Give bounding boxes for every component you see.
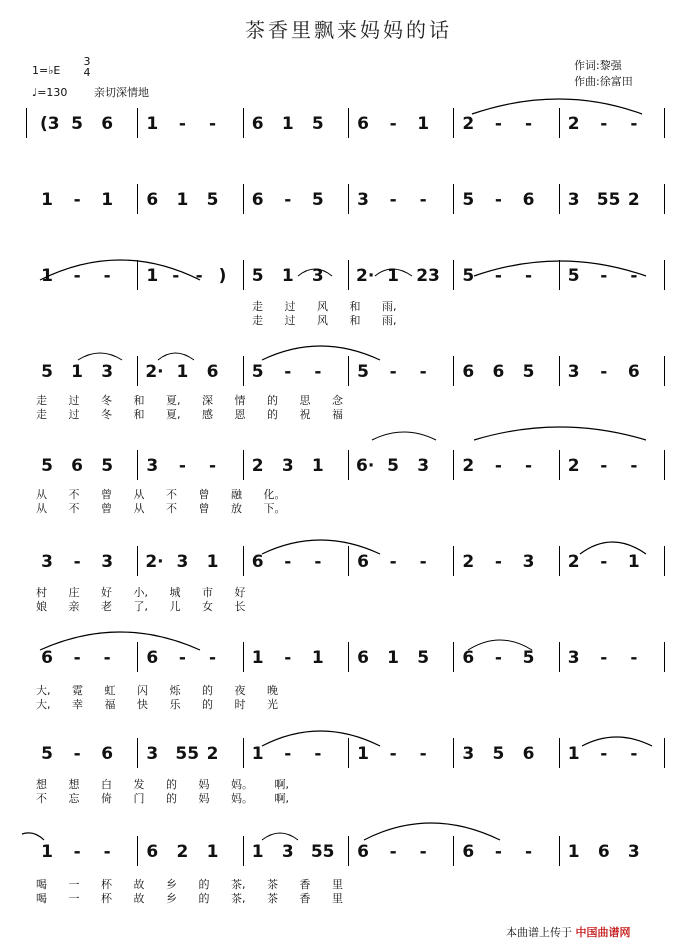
note: - <box>419 362 427 382</box>
note: 6 <box>522 744 535 764</box>
note: 5 <box>101 456 114 476</box>
lyric-line: 走 过 冬 和 夏, 深 情 的 思 念 <box>36 394 343 407</box>
note: 3 <box>567 648 580 668</box>
note: 6 <box>462 362 475 382</box>
note: 1 <box>41 190 53 210</box>
note: 5 <box>387 456 400 476</box>
note: 5 <box>567 266 580 286</box>
note: - <box>494 842 502 862</box>
barline <box>664 356 665 386</box>
barline <box>559 184 560 214</box>
barline <box>243 738 244 768</box>
note: 6 <box>146 190 159 210</box>
note: - <box>103 842 111 862</box>
barline <box>348 184 349 214</box>
note: - <box>389 190 397 210</box>
note: - <box>419 744 427 764</box>
barline <box>137 836 138 866</box>
lyric-line: 走 过 冬 和 夏, 感 恩 的 祝 福 <box>36 408 343 421</box>
time-bottom: 4 <box>83 66 91 79</box>
lyric-line: 大, 霓 虹 闪 烁 的 夜 晚 <box>36 684 278 697</box>
note: - <box>73 266 81 286</box>
note: - <box>494 552 502 572</box>
note: 23 <box>416 266 440 286</box>
note: - <box>389 842 397 862</box>
lyric-line: 从 不 曾 从 不 曾 放 下。 <box>36 502 286 515</box>
note: - <box>524 114 533 134</box>
barline <box>453 738 454 768</box>
note: 1 <box>387 648 400 668</box>
footer <box>506 924 631 940</box>
note: - <box>524 842 533 862</box>
lyric-line: 从 不 曾 从 不 曾 融 化。 <box>36 488 286 501</box>
note: 5 <box>417 648 430 668</box>
key-label: 1=♭E <box>32 64 61 77</box>
note: - <box>630 114 638 134</box>
note: 6 <box>462 648 475 668</box>
slur <box>78 353 122 360</box>
note: 1 <box>251 744 264 764</box>
lyric-line: 走 过 风 和 雨, <box>252 300 397 313</box>
note: - <box>600 552 608 572</box>
note: - <box>178 648 186 668</box>
note: 2 <box>251 456 264 476</box>
note: 55 <box>596 190 621 210</box>
note: - <box>178 114 186 134</box>
note: - <box>284 552 292 572</box>
note: 6 <box>357 552 369 572</box>
note: 1 <box>41 842 53 862</box>
note: - <box>419 190 427 210</box>
slur <box>262 833 298 840</box>
barline <box>559 738 560 768</box>
note: 1 <box>71 362 84 382</box>
note: 6 <box>357 648 369 668</box>
barline <box>664 738 665 768</box>
note: 5 <box>492 744 505 764</box>
barline <box>453 260 454 290</box>
lyric-line: 娘 亲 老 了, 儿 女 长 <box>36 600 246 613</box>
note: (3 <box>40 114 60 134</box>
note: 2 <box>567 456 580 476</box>
barline <box>559 450 560 480</box>
barline <box>243 450 244 480</box>
slur <box>372 432 436 440</box>
note: 1 <box>567 842 580 862</box>
slur <box>262 346 380 360</box>
note: 55 <box>175 744 200 764</box>
note: - <box>600 362 608 382</box>
note: - <box>419 552 427 572</box>
barline <box>243 184 244 214</box>
note: 6 <box>71 456 84 476</box>
barline <box>348 356 349 386</box>
note: 3 <box>417 456 430 476</box>
note: - <box>172 266 180 286</box>
note: 1 <box>176 190 189 210</box>
note: 1 <box>146 114 159 134</box>
note: - <box>630 456 638 476</box>
barline <box>453 546 454 576</box>
note: - <box>419 842 427 862</box>
barline <box>664 108 665 138</box>
note: - <box>314 552 322 572</box>
note: - <box>314 362 322 382</box>
note: - <box>630 266 638 286</box>
site-logo[interactable]: 中国曲谱网 <box>575 926 631 939</box>
barline <box>26 108 27 138</box>
slur <box>474 427 646 440</box>
note: - <box>178 456 186 476</box>
note: - <box>389 744 397 764</box>
note: 5 <box>41 362 53 382</box>
note: 2 <box>627 190 640 210</box>
barline <box>559 642 560 672</box>
note: 6 <box>146 842 159 862</box>
note: - <box>524 456 533 476</box>
barline <box>559 356 560 386</box>
note: 2 <box>462 552 475 572</box>
note: 5 <box>522 648 535 668</box>
note: 5 <box>462 266 475 286</box>
barline <box>453 184 454 214</box>
barline <box>348 260 349 290</box>
note: - <box>208 648 217 668</box>
note: 5 <box>357 362 369 382</box>
note: 2 <box>462 456 475 476</box>
note: - <box>600 456 608 476</box>
note: 5 <box>41 456 53 476</box>
note: 2 <box>206 744 219 764</box>
note: 5 <box>41 744 53 764</box>
lyric-line: 不 忘 倚 门 的 妈 妈。 啊, <box>36 792 289 805</box>
note: - <box>494 114 502 134</box>
slur <box>158 353 194 360</box>
lyric-line: 走 过 风 和 雨, <box>252 314 397 327</box>
barline <box>559 260 560 290</box>
note: 1 <box>251 842 264 862</box>
note: 1 <box>311 456 324 476</box>
note: - <box>284 190 292 210</box>
note: 6 <box>101 744 114 764</box>
note: 6 <box>462 842 475 862</box>
note: 3 <box>101 362 114 382</box>
note: 1 <box>567 744 580 764</box>
note: - <box>630 744 638 764</box>
barline <box>137 642 138 672</box>
note: 55 <box>310 842 335 862</box>
note: 1 <box>281 114 294 134</box>
tempo-marking: ♩=130 <box>32 86 68 99</box>
composer: 作曲:徐富田 <box>574 75 633 88</box>
note: - <box>103 266 111 286</box>
note: - <box>494 648 502 668</box>
note: 2· <box>145 552 164 572</box>
score-line <box>0 190 697 240</box>
note: 3 <box>146 744 159 764</box>
note: 2 <box>462 114 475 134</box>
note: - <box>284 648 292 668</box>
note: 1 <box>146 266 159 286</box>
note: 2 <box>567 552 580 572</box>
note: 3 <box>281 842 294 862</box>
note: 6 <box>251 552 264 572</box>
note: 3 <box>522 552 535 572</box>
note: 1 <box>101 190 114 210</box>
note: 3 <box>567 362 580 382</box>
note: - <box>389 362 397 382</box>
note: - <box>284 744 292 764</box>
note: - <box>600 114 608 134</box>
barline <box>243 836 244 866</box>
note: 2· <box>356 266 375 286</box>
barline <box>559 546 560 576</box>
note: - <box>195 266 203 286</box>
note: - <box>600 744 608 764</box>
note: 3 <box>627 842 640 862</box>
note: 1 <box>357 744 369 764</box>
barline <box>559 836 560 866</box>
barline <box>348 836 349 866</box>
note: 1 <box>206 842 219 862</box>
slur <box>22 833 44 840</box>
note: 3 <box>281 456 294 476</box>
note: 5 <box>311 190 324 210</box>
score-line <box>0 114 697 164</box>
barline <box>243 108 244 138</box>
barline <box>664 184 665 214</box>
note: 1 <box>417 114 430 134</box>
lyric-line: 大, 幸 福 快 乐 的 时 光 <box>36 698 278 711</box>
barline <box>137 356 138 386</box>
note: 6 <box>627 362 640 382</box>
barline <box>664 450 665 480</box>
note: 1 <box>311 648 324 668</box>
note: 6 <box>206 362 219 382</box>
barline <box>137 546 138 576</box>
note: 6 <box>492 362 505 382</box>
note: 1 <box>281 266 294 286</box>
note: 2· <box>145 362 164 382</box>
note: - <box>208 114 217 134</box>
barline <box>137 450 138 480</box>
slur <box>364 823 500 840</box>
note: 1 <box>176 362 189 382</box>
note: - <box>494 190 502 210</box>
note: 1 <box>627 552 640 572</box>
barline <box>243 642 244 672</box>
note: 5 <box>206 190 219 210</box>
barline <box>348 108 349 138</box>
time-signature <box>82 56 92 78</box>
note: 5 <box>251 362 264 382</box>
barline <box>664 260 665 290</box>
note: - <box>494 266 502 286</box>
barline <box>137 184 138 214</box>
key-signature <box>32 55 91 79</box>
lyricist: 作词:黎强 <box>574 59 622 72</box>
note: - <box>600 266 608 286</box>
barline <box>453 356 454 386</box>
note: - <box>389 552 397 572</box>
time-top: 3 <box>83 55 91 68</box>
note: 2 <box>567 114 580 134</box>
note: - <box>73 744 81 764</box>
barline <box>559 108 560 138</box>
barline <box>664 546 665 576</box>
note: - <box>73 842 81 862</box>
note: 6 <box>357 842 369 862</box>
barline <box>137 260 138 290</box>
lyric-line: 喝 一 杯 故 乡 的 茶, 茶 香 里 <box>36 878 343 891</box>
note: - <box>524 266 533 286</box>
barline <box>453 108 454 138</box>
note: 3 <box>357 190 369 210</box>
note: - <box>494 456 502 476</box>
note: 6 <box>357 114 369 134</box>
note: - <box>389 114 397 134</box>
note: - <box>600 648 608 668</box>
note: 6 <box>522 190 535 210</box>
note: 3 <box>567 190 580 210</box>
note: 6 <box>41 648 53 668</box>
note: 3 <box>176 552 189 572</box>
note: - <box>73 552 81 572</box>
note: - <box>314 744 322 764</box>
lyric-line: 喝 一 杯 故 乡 的 茶, 茶 香 里 <box>36 892 343 905</box>
slur <box>472 99 642 114</box>
note: 6 <box>597 842 610 862</box>
note: 5 <box>251 266 264 286</box>
note: - <box>73 190 81 210</box>
barline <box>243 546 244 576</box>
note: 1 <box>206 552 219 572</box>
barline <box>453 642 454 672</box>
lyric-line: 村 庄 好 小, 城 市 好 <box>36 586 246 599</box>
note: 6 <box>101 114 114 134</box>
expression-marking: 亲切深情地 <box>94 86 149 99</box>
barline <box>243 260 244 290</box>
barline <box>664 642 665 672</box>
barline <box>348 738 349 768</box>
barline <box>453 450 454 480</box>
note: 1 <box>41 266 53 286</box>
note: 6 <box>146 648 159 668</box>
page-title: 茶香里飘来妈妈的话 <box>245 18 452 42</box>
lyric-line: 想 想 白 发 的 妈 妈。 啊, <box>36 778 289 791</box>
note: 3 <box>41 552 53 572</box>
note: 3 <box>146 456 159 476</box>
barline <box>137 738 138 768</box>
note: 6· <box>356 456 375 476</box>
note: - <box>103 648 111 668</box>
note: 3 <box>462 744 475 764</box>
note: 1 <box>251 648 264 668</box>
barline <box>348 642 349 672</box>
barline <box>348 450 349 480</box>
note: 5 <box>462 190 475 210</box>
note: 2 <box>176 842 189 862</box>
note: 5 <box>311 114 324 134</box>
note: - <box>73 648 81 668</box>
note: 1 <box>387 266 400 286</box>
credits <box>574 58 633 90</box>
note: 3 <box>101 552 114 572</box>
note: 5 <box>71 114 84 134</box>
barline <box>137 108 138 138</box>
note: - <box>208 456 217 476</box>
note: 3 <box>311 266 324 286</box>
note: 5 <box>522 362 535 382</box>
note: 6 <box>251 190 264 210</box>
note: - <box>630 648 638 668</box>
footer-text: 本曲谱上传于 <box>506 926 572 939</box>
note: - <box>284 362 292 382</box>
barline <box>243 356 244 386</box>
note: ) <box>218 266 227 286</box>
note: 6 <box>251 114 264 134</box>
barline <box>348 546 349 576</box>
barline <box>453 836 454 866</box>
